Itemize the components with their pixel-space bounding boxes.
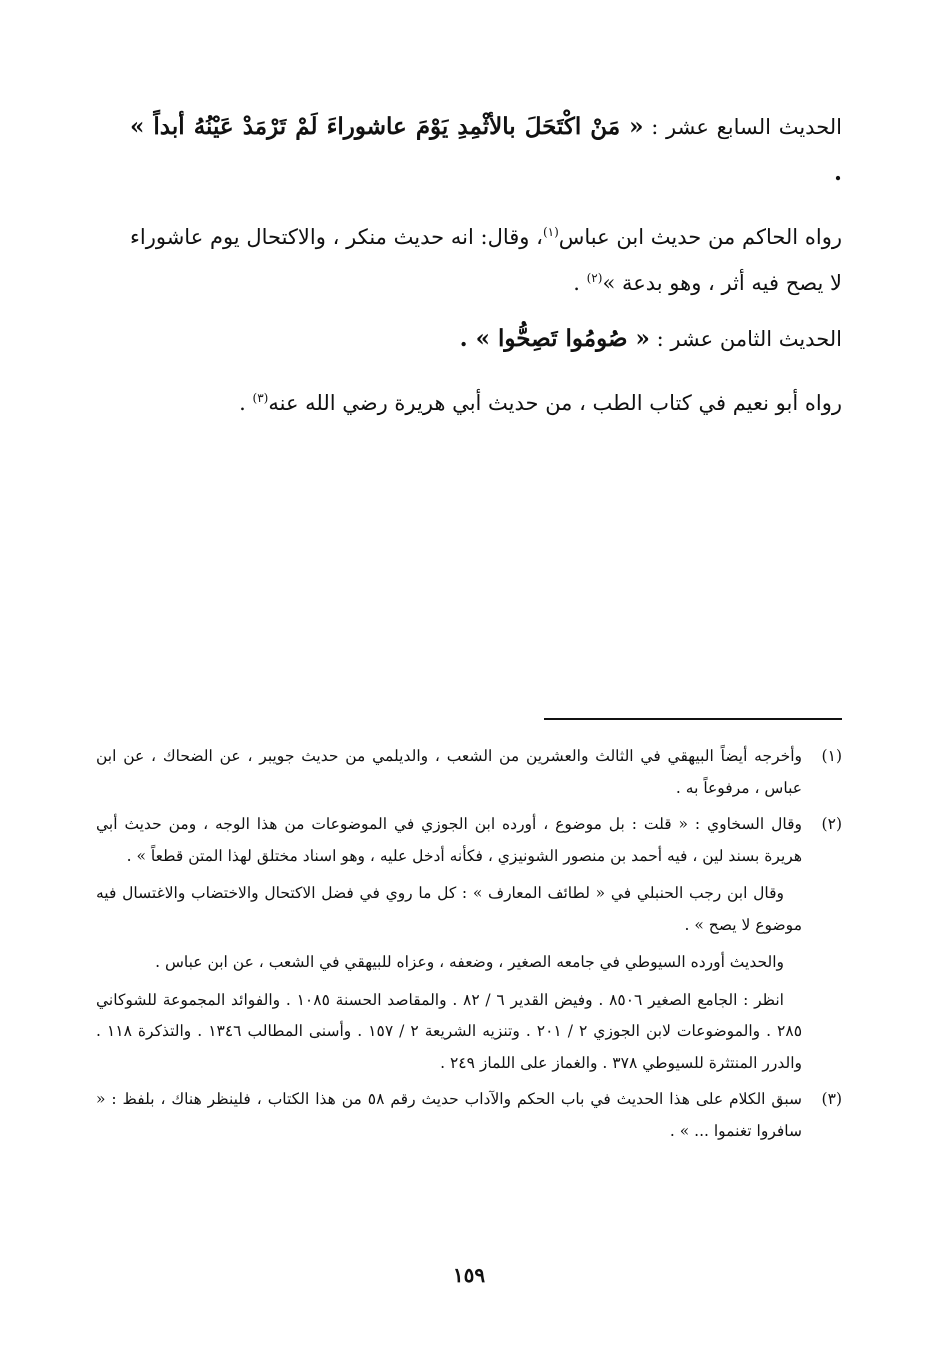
hadith-17-source — [130, 214, 842, 306]
hadith-18-intro: الحديث الثامن عشر : — [649, 327, 842, 351]
footnote-ref-2[interactable]: (٢) — [586, 271, 603, 285]
hadith-18-text: « صُومُوا تَصِحُّوا » . — [459, 325, 650, 352]
source-18-part1: رواه أبو نعيم في كتاب الطب ، من حديث أبي هريرة رضي الله عنه — [268, 391, 842, 415]
footnote-body — [96, 1084, 802, 1147]
footnote-number: (٢) — [821, 815, 842, 833]
source-17-part2: ، وقال: انه حديث منكر ، والاكتحال يوم عاشوراء لا يصح فيه أثر ، وهو بدعة » — [130, 225, 842, 295]
hadith-18 — [130, 316, 842, 362]
footnote-separator — [544, 718, 842, 720]
main-text — [130, 104, 842, 436]
footnote-paragraph: سبق الكلام على هذا الحديث في باب الحكم والآداب حديث رقم ٥٨ من هذا الكتاب ، فلينظر هناك ، بلفظ : « سافروا تغنموا ... » . — [96, 1090, 802, 1140]
footnote-3 — [96, 1084, 842, 1147]
hadith-17-intro: الحديث السابع عشر : — [643, 115, 842, 139]
footnote-number: (٣) — [821, 1090, 842, 1108]
footnote-ref-1[interactable]: (١) — [542, 225, 559, 239]
footnote-number: (١) — [821, 747, 842, 765]
hadith-17-text: « مَنْ اكْتَحَلَ بالأثْمِدِ يَوْمَ عاشوراءَ لَمْ تَرْمَدْ عَيْنُهُ أبداً » . — [130, 113, 842, 186]
hadith-17 — [130, 104, 842, 196]
footnote-body — [96, 809, 802, 1079]
footnote-1 — [96, 741, 842, 804]
footnote-paragraph: وأخرجه أيضاً البيهقي في الثالث والعشرين من الشعب ، والديلمي من حديث جويبر ، عن الضحاك ، عن ابن عباس ، مرفوعاً به . — [96, 747, 802, 797]
page-number: ١٥٩ — [452, 1263, 486, 1287]
footnote-paragraph: وقال ابن رجب الحنبلي في « لطائف المعارف » : كل ما روي في فضل الاكتحال والاختضاب والاغتسال فيه موضوع لا يصح » . — [96, 884, 802, 934]
source-18-part2: . — [239, 391, 246, 415]
footnote-paragraph: والحديث أورده السيوطي في جامعه الصغير ، وضعفه ، وعزاه للبيهقي في الشعب ، عن ابن عباس . — [155, 953, 784, 971]
source-17-part3: . — [573, 271, 580, 295]
footnote-paragraph: وقال السخاوي : « قلت : بل موضوع ، أورده ابن الجوزي في الموضوعات من هذا الوجه ، ومن حديث أبي هريرة بسند لين ، فيه أحمد بن منصور الشونيزي ، فكأنه أدخل عليه ، وهو اسناد مختلق لهذا المتن قطعاً » . — [96, 815, 802, 865]
footnote-2 — [96, 809, 842, 1079]
hadith-18-source — [130, 380, 842, 426]
footnote-paragraph: انظر : الجامع الصغير ٨٥٠٦ . وفيض القدير ٦ / ٨٢ . والمقاصد الحسنة ١٠٨٥ . والفوائد المجموعة للشوكاني ٢٨٥ . والموضوعات لابن الجوزي ٢ / ٢٠١ . وتنزيه الشريعة ٢ / ١٥٧ . وأسنى المطالب ١٣٤٦ . والتذكرة ١١٨ . والدرر المنتثرة للسيوطي ٣٧٨ . والغماز على اللماز ٢٤٩ . — [96, 990, 803, 1072]
source-17-part1: رواه الحاكم من حديث ابن عباس — [558, 225, 842, 249]
footnote-body — [96, 741, 802, 804]
footnote-ref-3[interactable]: (٣) — [252, 391, 269, 405]
footnotes — [96, 741, 842, 1152]
